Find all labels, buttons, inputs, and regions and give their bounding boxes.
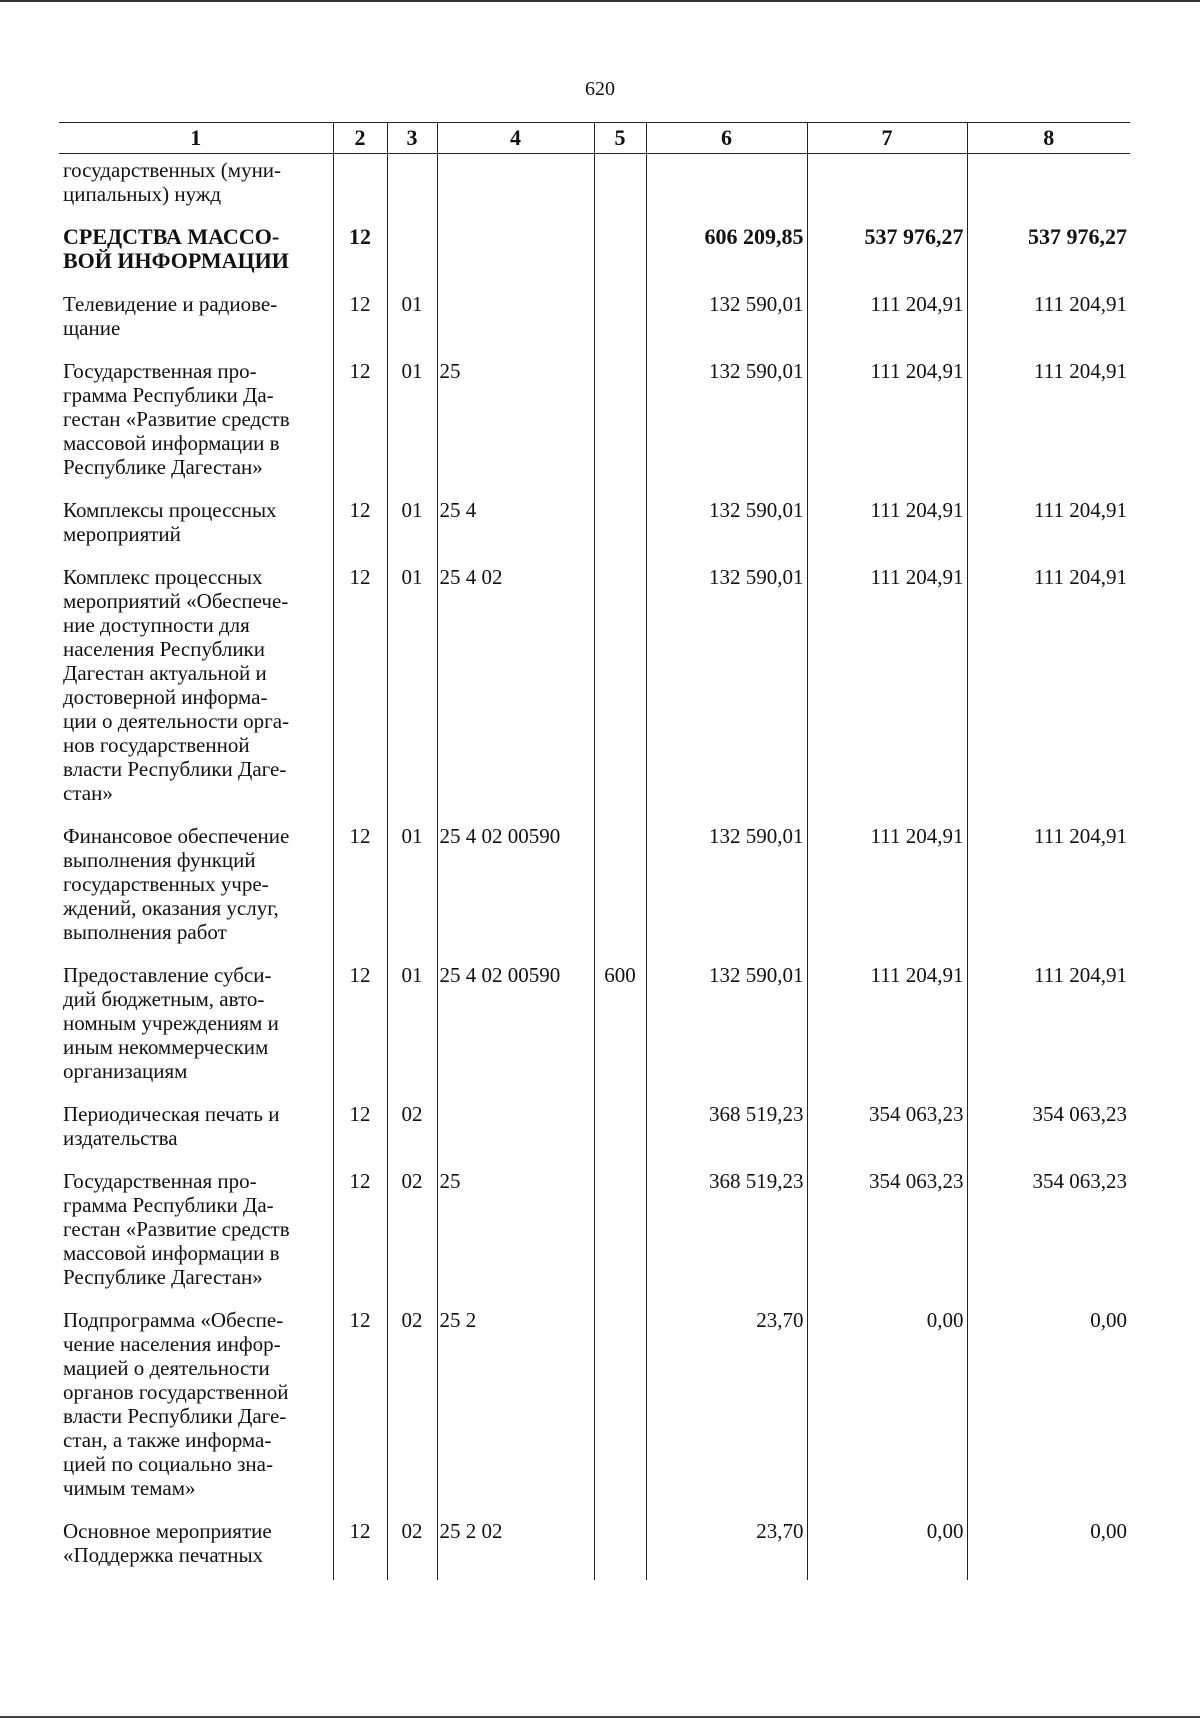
amount-col8-cell: 111 204,91 <box>967 957 1130 1096</box>
target-article-cell <box>437 286 594 353</box>
target-article-cell: 25 4 02 00590 <box>437 818 594 957</box>
section-code-cell: 12 <box>333 1302 387 1513</box>
subsection-code-cell: 02 <box>387 1513 437 1580</box>
column-header: 5 <box>594 123 646 154</box>
row-name-cell: Государственная про- грамма Республики Да- гестан «Развитие средств массовой информации в Республике Дагестан» <box>59 353 333 492</box>
section-code-cell: 12 <box>333 286 387 353</box>
expense-type-cell <box>594 1163 646 1302</box>
amount-col6-cell: 368 519,23 <box>646 1163 807 1302</box>
target-article-cell: 25 4 02 00590 <box>437 957 594 1096</box>
amount-col7-cell: 111 204,91 <box>807 818 967 957</box>
column-header: 7 <box>807 123 967 154</box>
section-code-cell: 12 <box>333 219 387 286</box>
target-article-cell <box>437 154 594 220</box>
table-row <box>59 219 1130 286</box>
amount-col7-cell: 111 204,91 <box>807 559 967 818</box>
amount-col7-cell <box>807 154 967 220</box>
target-article-cell: 25 2 <box>437 1302 594 1513</box>
table-row <box>59 1096 1130 1163</box>
section-code-cell: 12 <box>333 1513 387 1580</box>
amount-col8-cell: 111 204,91 <box>967 286 1130 353</box>
target-article-cell: 25 4 <box>437 492 594 559</box>
amount-col8-cell: 0,00 <box>967 1513 1130 1580</box>
amount-col6-cell: 132 590,01 <box>646 286 807 353</box>
target-article-cell <box>437 219 594 286</box>
target-article-cell: 25 2 02 <box>437 1513 594 1580</box>
amount-col6-cell: 132 590,01 <box>646 818 807 957</box>
section-code-cell: 12 <box>333 559 387 818</box>
subsection-code-cell: 01 <box>387 818 437 957</box>
section-code-cell <box>333 154 387 220</box>
target-article-cell <box>437 1096 594 1163</box>
expense-type-cell <box>594 353 646 492</box>
amount-col6-cell: 23,70 <box>646 1302 807 1513</box>
amount-col6-cell <box>646 154 807 220</box>
amount-col6-cell: 132 590,01 <box>646 492 807 559</box>
row-name-cell: Периодическая печать и издательства <box>59 1096 333 1163</box>
amount-col8-cell: 111 204,91 <box>967 559 1130 818</box>
subsection-code-cell: 01 <box>387 957 437 1096</box>
target-article-cell: 25 <box>437 1163 594 1302</box>
column-header: 2 <box>333 123 387 154</box>
amount-col7-cell: 354 063,23 <box>807 1163 967 1302</box>
expense-type-cell <box>594 492 646 559</box>
table-row <box>59 1163 1130 1302</box>
expense-type-cell <box>594 1096 646 1163</box>
subsection-code-cell: 01 <box>387 286 437 353</box>
scan-top-edge <box>0 0 1200 2</box>
amount-col7-cell: 0,00 <box>807 1302 967 1513</box>
table-header-row <box>59 123 1130 154</box>
row-name-cell: Комплексы процессных мероприятий <box>59 492 333 559</box>
table-row <box>59 818 1130 957</box>
row-name-cell: государственных (муни- ципальных) нужд <box>59 154 333 220</box>
target-article-cell: 25 4 02 <box>437 559 594 818</box>
expense-type-cell <box>594 559 646 818</box>
expense-type-cell <box>594 286 646 353</box>
amount-col7-cell: 111 204,91 <box>807 286 967 353</box>
amount-col7-cell: 111 204,91 <box>807 957 967 1096</box>
row-name-cell: Телевидение и радиове- щание <box>59 286 333 353</box>
amount-col6-cell: 132 590,01 <box>646 957 807 1096</box>
expense-type-cell <box>594 154 646 220</box>
column-header: 3 <box>387 123 437 154</box>
section-code-cell: 12 <box>333 492 387 559</box>
amount-col8-cell: 0,00 <box>967 1302 1130 1513</box>
amount-col8-cell: 111 204,91 <box>967 353 1130 492</box>
section-code-cell: 12 <box>333 1096 387 1163</box>
subsection-code-cell: 02 <box>387 1302 437 1513</box>
amount-col8-cell: 537 976,27 <box>967 219 1130 286</box>
expense-type-cell <box>594 818 646 957</box>
amount-col6-cell: 606 209,85 <box>646 219 807 286</box>
subsection-code-cell <box>387 154 437 220</box>
table-row <box>59 559 1130 818</box>
amount-col7-cell: 354 063,23 <box>807 1096 967 1163</box>
subsection-code-cell: 01 <box>387 559 437 818</box>
amount-col8-cell: 111 204,91 <box>967 818 1130 957</box>
table-row <box>59 1302 1130 1513</box>
budget-table <box>59 122 1130 1580</box>
amount-col6-cell: 23,70 <box>646 1513 807 1580</box>
amount-col8-cell: 354 063,23 <box>967 1163 1130 1302</box>
section-code-cell: 12 <box>333 353 387 492</box>
amount-col8-cell: 111 204,91 <box>967 492 1130 559</box>
amount-col7-cell: 111 204,91 <box>807 492 967 559</box>
subsection-code-cell: 01 <box>387 353 437 492</box>
column-header: 6 <box>646 123 807 154</box>
section-code-cell: 12 <box>333 818 387 957</box>
amount-col6-cell: 132 590,01 <box>646 353 807 492</box>
column-header: 1 <box>59 123 333 154</box>
table-row <box>59 353 1130 492</box>
row-name-cell: Комплекс процессных мероприятий «Обеспече- ние доступности для населения Республики Дагестан актуальной и достоверной информа- ции о деятельности орга- нов государственной власти Республики Даге- стан» <box>59 559 333 818</box>
amount-col7-cell: 537 976,27 <box>807 219 967 286</box>
column-header: 4 <box>437 123 594 154</box>
amount-col6-cell: 132 590,01 <box>646 559 807 818</box>
section-code-cell: 12 <box>333 1163 387 1302</box>
expense-type-cell <box>594 219 646 286</box>
page-number: 620 <box>585 78 615 100</box>
amount-col6-cell: 368 519,23 <box>646 1096 807 1163</box>
table-row <box>59 154 1130 220</box>
expense-type-cell: 600 <box>594 957 646 1096</box>
row-name-cell: Предоставление субси- дий бюджетным, авто- номным учреждениям и иным некоммерческим организациям <box>59 957 333 1096</box>
amount-col8-cell <box>967 154 1130 220</box>
row-name-cell: Подпрограмма «Обеспе- чение населения инфор- мацией о деятельности органов государственной власти Республики Даге- стан, а также информа- цией по социально зна- чимым темам» <box>59 1302 333 1513</box>
table-body <box>59 154 1130 1581</box>
subsection-code-cell <box>387 219 437 286</box>
expense-type-cell <box>594 1513 646 1580</box>
column-header: 8 <box>967 123 1130 154</box>
table-row <box>59 286 1130 353</box>
amount-col7-cell: 111 204,91 <box>807 353 967 492</box>
amount-col7-cell: 0,00 <box>807 1513 967 1580</box>
table-row <box>59 957 1130 1096</box>
table-row <box>59 1513 1130 1580</box>
subsection-code-cell: 01 <box>387 492 437 559</box>
subsection-code-cell: 02 <box>387 1163 437 1302</box>
table-row <box>59 492 1130 559</box>
row-name-cell: Государственная про- грамма Республики Да- гестан «Развитие средств массовой информации в Республике Дагестан» <box>59 1163 333 1302</box>
amount-col8-cell: 354 063,23 <box>967 1096 1130 1163</box>
row-name-cell: СРЕДСТВА МАССО- ВОЙ ИНФОРМАЦИИ <box>59 219 333 286</box>
scan-bottom-edge <box>0 1716 1200 1718</box>
target-article-cell: 25 <box>437 353 594 492</box>
section-code-cell: 12 <box>333 957 387 1096</box>
row-name-cell: Основное мероприятие «Поддержка печатных <box>59 1513 333 1580</box>
expense-type-cell <box>594 1302 646 1513</box>
row-name-cell: Финансовое обеспечение выполнения функций государственных учре- ждений, оказания услуг, выполнения работ <box>59 818 333 957</box>
subsection-code-cell: 02 <box>387 1096 437 1163</box>
